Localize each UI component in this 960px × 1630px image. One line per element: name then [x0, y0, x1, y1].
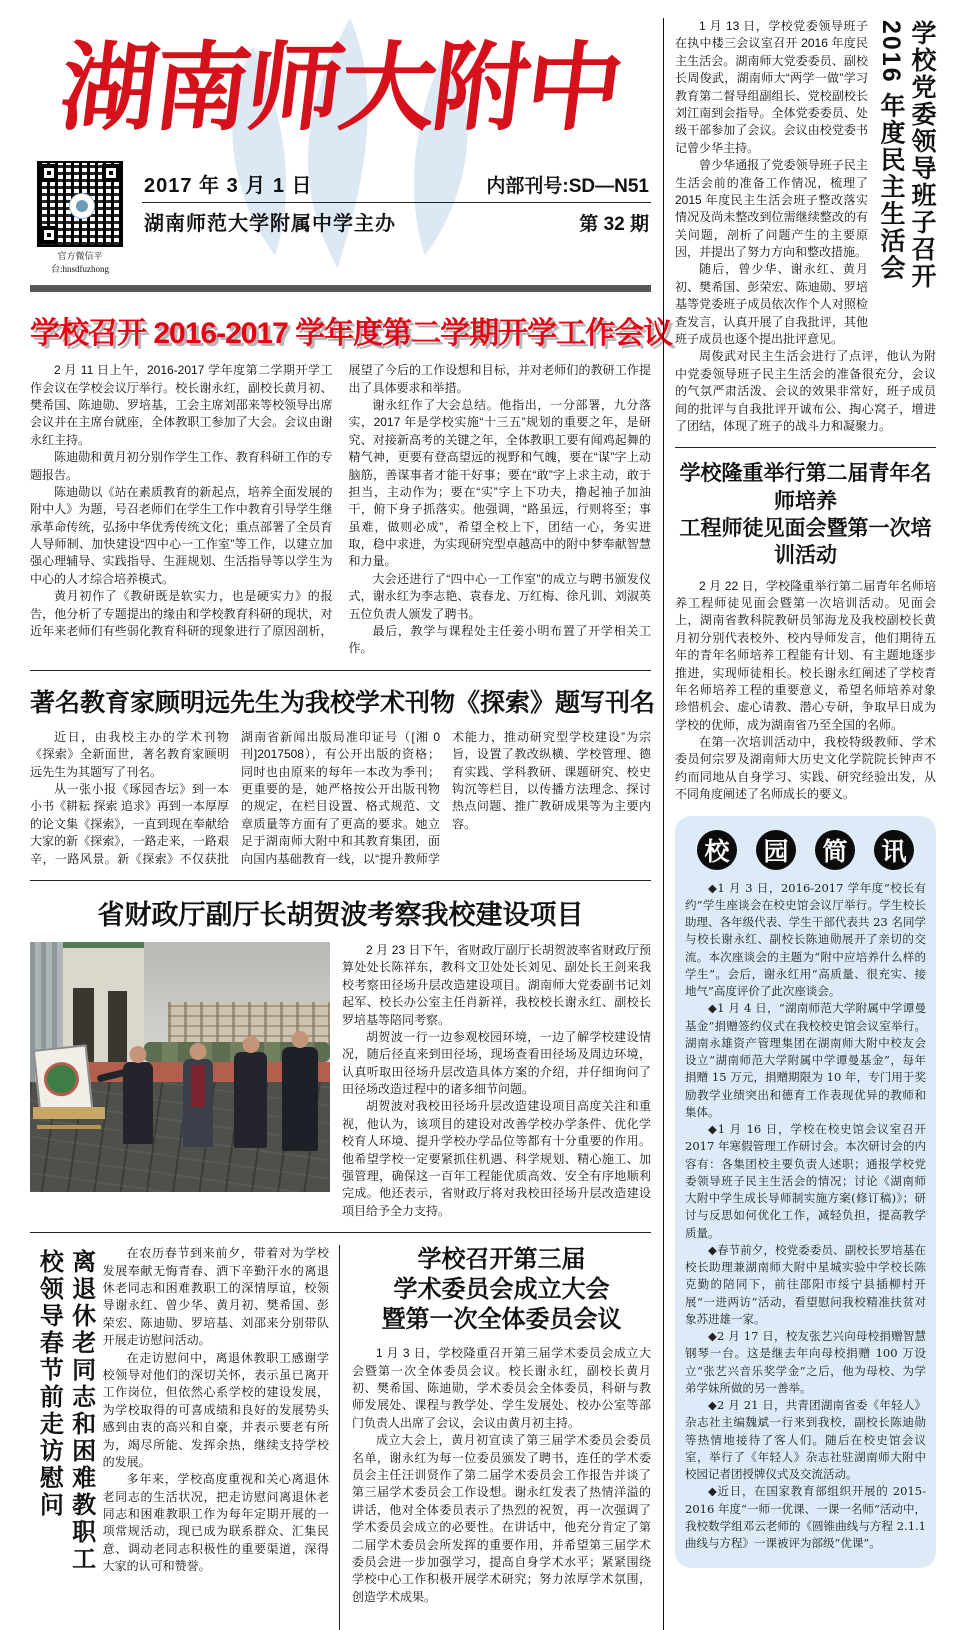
visit-article-vertical-headline — [30, 1245, 95, 1630]
section-divider — [30, 670, 651, 671]
qr-position-marker — [40, 164, 58, 182]
qr-caption: 官方微信平台:hnsdfuzhong — [51, 251, 109, 275]
qr-position-marker — [40, 226, 58, 244]
photo-person — [282, 1047, 318, 1151]
right-column — [663, 18, 936, 1630]
photo-table — [33, 1107, 105, 1120]
qr-center-logo — [69, 193, 95, 219]
photo-stadium-plan — [42, 1061, 80, 1098]
academic-article-body — [352, 1345, 651, 1606]
photo-person-pointing — [123, 1062, 153, 1144]
paragraph: 多年来，学校高度重视和关心离退休老同志的生活状况，把走访慰问离退休老同志和困难教职工作为每年定期开展的一项常规活动，现已成为联系群众、汇集民意、调动老同志积极性的重要渠道，深得大家的认可和赞誉。 — [102, 1472, 329, 1574]
party-meeting-article — [675, 18, 936, 435]
photo-plan-board — [33, 1044, 93, 1114]
lead-article-headline: 学校召开 2016-2017 学年度第二学期开学工作会议 — [30, 317, 673, 351]
paragraph: 周俊武对民主生活会进行了点评，他认为附中党委领导班子民主生活会的准备很充分，会议的气氛严肃活泼、会议的效果非常好，班子成员间的批评与自我批评开诚布公、掏心窝子，增进了团结，体现了班子的战斗力和凝聚力。 — [675, 349, 936, 433]
issue-info-row — [142, 203, 651, 240]
paragraph: 曾少华通报了党委领导班子民主生活会前的准备工作情况，梳理了 2015 年度民主生活会班子整改落实情况及尚未整改到位需继续整改的有关问题，剖析了问题产生的主要原因，并提出了努力方向和整改措施。 — [675, 158, 868, 260]
academic-committee-article — [340, 1245, 651, 1630]
visit-article — [30, 1245, 340, 1630]
internal-issue-code: 内部刊号:SD—N51 — [486, 176, 649, 198]
mentor-article-body — [675, 578, 936, 804]
visit-article-body — [103, 1245, 329, 1630]
inspection-article — [30, 942, 651, 1220]
masthead-info — [30, 161, 651, 275]
headline-line: 学校召开第三届 — [417, 1246, 586, 1274]
organizer: 湖南师范大学附属中学主办 — [144, 213, 396, 236]
main-column — [30, 18, 673, 1630]
journal-article-headline: 著名教育家顾明远先生为我校学术刊物《探索》题写刊名 — [30, 688, 656, 717]
party-article-continuation — [675, 348, 936, 435]
wechat-qr-code — [37, 161, 123, 247]
paragraph: 陈迪勋和黄月初分别作学生工作、教育科研工作的专题报告。 — [30, 450, 333, 482]
masthead-bar — [30, 285, 651, 292]
academic-article-headline — [352, 1245, 651, 1335]
paragraph: 胡贺波对我校田径场升层改造建设项目高度关注和重视，他认为，该项目的建设对改善学校办学条件、优化学校育人环境、提升学校办学品位等都有十分重要的作用。他希望学校一定要紧抓住机遇、科学规划、精心施工、加强管理，确保这一百年工程能优质高效、安全有序地顺利完成。他还表示，省财政厅将对我校田径场升层改造建设项目给予全力支持。 — [342, 1099, 651, 1218]
paragraph: 陈迪勋以《站在素质教育的新起点，培养全面发展的附中人》为题，号召老师们在学生工作中教育引导学生继承革命传统，弘扬中华优秀传统文化；重点部署了全员育人导师制、加快建设“四中心一工作室”等工作，以建立加强心理辅导、实践指导、生涯规划、生活指导等以学生为中心的人才综合培养模式。 — [30, 484, 333, 586]
brief-item: ◆1 月 16 日，学校在校史馆会议室召开 2017 年寒假管理工作研讨会。本次研讨会的内容有：各集团校主要负责人述职；通报学校党委领导班子民主生活会的情况；讨论《湖南师大附中学生成长导师制实施方案(修订稿)》；研讨与反思如何优化工作，减轻负担，提高教学质量。 — [685, 1122, 926, 1240]
paragraph: 谢永红作了大会总结。他指出，一分部署，九分落实，2017 年是学校实施“十三五”规划的重要之年，是研究、对接新高考的关键之年，全体教职工要有闻鸡起舞的精气神，更要有登高望远的视野和气魄，要在“谋”字上动脑筋，善谋事者才能干好事；要在“敢”字上求主动，敢于担当，主动作为；要在“实”字上下功夫，撸起袖子加油干，俯下身子抓落实。他强调，“路虽远，行则将至；事虽难，做则必成”，希望全校上下，团结一心，务实进取，稳中求进，为实现研究型卓越高中的附中梦奉献智慧和力量。 — [348, 397, 651, 569]
journal-article-body — [30, 729, 651, 868]
mentor-article-headline — [675, 460, 936, 569]
paragraph: 1 月 13 日，学校党委领导班子在执中楼三会议室召开 2016 年度民主生活会。湖南师大党委委员、副校长周俊武，湖南师大“两学一做”学习教育第二督导组副组长、党校副校长刘江南到会指导。全体党委委员、处级干部参加了会议。会议由校党委书记曾少华主持。 — [675, 19, 868, 155]
section-divider — [30, 1232, 651, 1233]
inspection-article-body — [342, 942, 651, 1220]
paragraph: 随后，曾少华、谢永红、黄月初、樊希国、彭荣宏、陈迪勋、罗培基等党委班子成员依次作个人对照检查发言，认真开展了自我批评，其他班子成员也逐个提出批评意见。 — [675, 262, 868, 347]
brief-item: ◆2 月 17 日，校友张艺兴向母校捐赠智慧钢琴一台。这是继去年向母校捐赠 100 万设立“张艺兴音乐奖学金”之后，他为母校、为学弟学妹所做的另一善举。 — [685, 1329, 926, 1395]
paragraph: 2 月 22 日，学校隆重举行第二届青年名师培养工程师徒见面会暨第一次培训活动。见面会上，湖南省教科院教研员邹海龙及我校副校长黄月初分别代表校外、校内导师发言，他们期待五年的青年名师培养工程能有计划、有主题地逐步推进，实现师徒相长。校长谢永红阐述了学校青年名师培养工程的重要意义，希望名师培养对象珍惜机会、虚心请教、潜心专研，争取早日成为学校的优师，成为湖南省乃至全国的名师。 — [675, 578, 936, 732]
qr-position-marker — [102, 164, 120, 182]
headline-line: 工程师徒见面会暨第一次培训活动 — [679, 516, 932, 568]
headline-line: 学术委员会成立大会 — [393, 1276, 610, 1304]
campus-briefs-box — [675, 816, 936, 1569]
paragraph: 胡贺波一行一边参观校园环境，一边了解学校建设情况，随后径直来到田径场，现场查看田径场及周边环境，认真听取田径场升层改造具体方案的介绍，并仔细询问了田径场改造过程中的诸多细节问题。 — [342, 1029, 651, 1097]
paragraph: 在走访慰问中，离退休教职工感谢学校领导对他们的深切关怀，表示虽已离开工作岗位，但依然心系学校的建设发展，为学校取得的可喜成绩和良好的发展势头感到由衷的高兴和自豪，并表示要老有所为，竭尽所能、发挥余热，继续支持学校的发展。 — [102, 1350, 329, 1469]
paragraph: 2 月 23 日下午，省财政厅副厅长胡贺波率省财政厅预算处处长陈祥东，教科文卫处处长刘见、副处长王剑来我校考察田径场升层改造建设项目。湖南师大党委副书记刘起军、校长办公室主任肖新祥，我校校长谢永红、副校长罗培基等陪同考察。 — [342, 942, 651, 1027]
paragraph: 成立大会上，黄月初宣读了第三届学术委员会委员名单，谢永红为每一位委员颁发了聘书，连任的学术委员会主任汪训贤作了第二届学术委员会工作报告并谈了第三届学术委员会工作设想。谢永红发表了热情洋溢的讲话，他对全体委员表示了热烈的祝贺，再一次强调了学术委员会成立的必要性。在讲话中，他充分肯定了第二届学术委员会所发挥的重要作用，并希望第三届学术委员会进一步加强学习，提高自身学术水平；紧紧围绕学校中心工作积极开展学术研究；努力浓厚学术氛围，创造学术成果。 — [352, 1433, 651, 1604]
publication-date: 2017 年 3 月 1 日 — [144, 175, 313, 198]
paragraph: 黄月初作了《教研既是软实力，也是硬实力》的报告，他分析了专题提出的缘由和学校教育科研的现状，对近年来老师们有些弱化教育科研的现象进行了原因剖析，展望了今后的工作设想和目标，并对老师们的教研工作提出了具体要求和举措。 — [30, 363, 651, 639]
paragraph: 近日，由我校主办的学术刊物《探索》全新面世，著名教育家顾明远先生为其题写了刊名。 — [30, 729, 229, 779]
issue-info — [130, 161, 651, 240]
paragraph: 在农历春节到来前夕，带着对为学校发展奉献无悔青春、洒下辛勤汗水的离退休老同志和困难教职工的深情厚谊，校领导谢永红、曾少华、黄月初、樊希国、彭荣宏、陈迪勋、罗培基、刘邵来分别带队开展走访慰问活动。 — [102, 1246, 329, 1348]
headline-column: 2016 年度民主生活会 — [877, 20, 905, 282]
brief-item: ◆2 月 21 日，共青团湖南省委《年轻人》杂志社主编魏斌一行来到我校，副校长陈迪勋等热情地接待了客人们。随后在校史馆会议室，举行了《年轻人》杂志社驻湖南师大附中校园记者团授牌仪式及交流活动。 — [685, 1398, 926, 1482]
photo-person — [183, 1059, 213, 1147]
brief-item: ◆春节前夕，校党委委员、副校长罗培基在校长助理兼湖南师大附中星城实验中学校长陈克勤的陪同下，前往邵阳市绥宁县插柳村开展“一进两访”活动，看望慰问我校精准扶贫对象苏进雄一家。 — [685, 1242, 926, 1326]
headline-line: 暨第一次全体委员会议 — [381, 1306, 622, 1334]
inspection-photo — [30, 942, 330, 1192]
briefs-title-badge: 讯 — [874, 830, 914, 870]
section-divider — [30, 880, 651, 881]
party-article-body — [675, 18, 868, 348]
brief-item: ◆1 月 3 日，2016-2017 学年度“校长有约”学生座谈会在校史馆会议厅举行。学生校长助理、各年级代表、学生干部代表共 23 名同学与校长谢永红、副校长陈迪勋展开了亲切的交流。本次座谈会的主题为“附中应培养什么样的学生”。会后，谢永红用“高质量、很充实、接地气”高度评价了此次座谈会。 — [685, 880, 926, 999]
brief-item: ◆近日，在国家教育部组织开展的 2015-2016 年度“一师一优课、一课一名师”活动中，我校数学组邓云老师的《圆锥曲线与方程 2.1.1 曲线与方程》一课被评为部级“优课”。 — [685, 1484, 926, 1551]
inspection-article-headline: 省财政厅副厅长胡贺波考察我校建设项目 — [97, 899, 584, 930]
section-divider — [675, 447, 936, 448]
newspaper-title: 湖南师大附中 — [54, 31, 627, 144]
mentor-program-article — [675, 460, 936, 803]
party-article-top — [675, 18, 936, 348]
paragraph: 大会还进行了“四中心一工作室”的成立与聘书颁发仪式，谢永红为李志艳、袁春龙、万红梅、徐凡训、刘淑英五位负责人颁发了聘书。 — [348, 571, 651, 621]
briefs-title-badge: 园 — [756, 830, 796, 870]
masthead — [30, 18, 651, 292]
paragraph: 在第一次培训活动中，我校特级教师、学术委员何宗罗及湖南师大历史文化学院院长钟声不约而同地从自身学习、实践、研究经验出发，从不同角度阐述了名师成长的要义。 — [675, 735, 936, 802]
paragraph: 最后，教学与课程处主任姜小明布置了开学相关工作。 — [348, 624, 651, 656]
headline-column: 校领导春节前走访慰问 — [35, 1249, 63, 1520]
party-article-vertical-headline — [874, 18, 936, 348]
headline-column: 离退休老同志和困难教职工 — [67, 1249, 95, 1574]
briefs-title-badge: 校 — [697, 830, 737, 870]
issue-info-row — [142, 165, 651, 202]
headline-line: 学校隆重举行第二届青年名师培养 — [679, 462, 932, 513]
paragraph: 从一张小报《琢园杏坛》到一本小书《耕耘 探索 追求》再到一本厚厚的论文集《探索》，一直到现在奉献给大家的新《探索》，一路走来，一路艰辛，一路风景。新《探索》不仅获批湖南省新闻出版局准印证号（[湘 0 刊]2017508），有公开出版的资格；同时也由原来的每年一本改为季刊；更重要的是，她严格按公开出版刊物的规定，在栏目设置、格式规范、文章质量等方面有了更高的要求。她立足于湖南师大附中和其教育集团，面向国内基础教育一线，以“提升教师学术能力，推动研究型学校建设”为宗旨，设置了教改纵横、学校管理、德育实践、学科教研、课题研究、校史钩沉等栏目，以传播方法理念、探讨热点问题、推广教研成果等为主要内容。 — [30, 729, 651, 866]
campus-briefs-title — [685, 828, 926, 880]
paragraph: 1 月 3 日，学校隆重召开第三届学术委员会成立大会暨第一次全体委员会议。校长谢永红，副校长黄月初、樊希国、陈迪勋，学术委员会全体委员，科研与教师发展处、课程与教学处、学生发展处、校办公室等部门负责人出席了会议，会议由黄月初主持。 — [352, 1346, 651, 1430]
lead-article-body — [30, 362, 651, 658]
issue-number: 第 32 期 — [579, 214, 649, 236]
headline-column: 学校党委领导班子召开 — [908, 20, 936, 290]
brief-item: ◆1 月 4 日，“湖南师范大学附属中学谭曼基金”捐赠签约仪式在我校校史馆会议室举行。湖南永雄资产管理集团在湖南师大附中校友会设立“湖南师范大学附属中学谭曼基金”，每年捐赠 15 万元，捐赠期限为 10 年，专门用于奖励教学业绩突出和德育工作表现优异的教师和集体。 — [685, 1001, 926, 1119]
photo-person — [234, 1052, 267, 1148]
qr-block — [30, 161, 130, 275]
briefs-title-badge: 简 — [815, 830, 855, 870]
bottom-articles-row — [30, 1245, 651, 1630]
paragraph: 2 月 11 日上午，2016-2017 学年度第二学期开学工作会议在学校会议厅举行。校长谢永红，副校长黄月初、樊希国、陈迪勋、罗培基，工会主席刘邵来等校领导出席会议并在主席台就座，全体教职工参加了大会。会议由谢永红主持。 — [30, 363, 333, 447]
